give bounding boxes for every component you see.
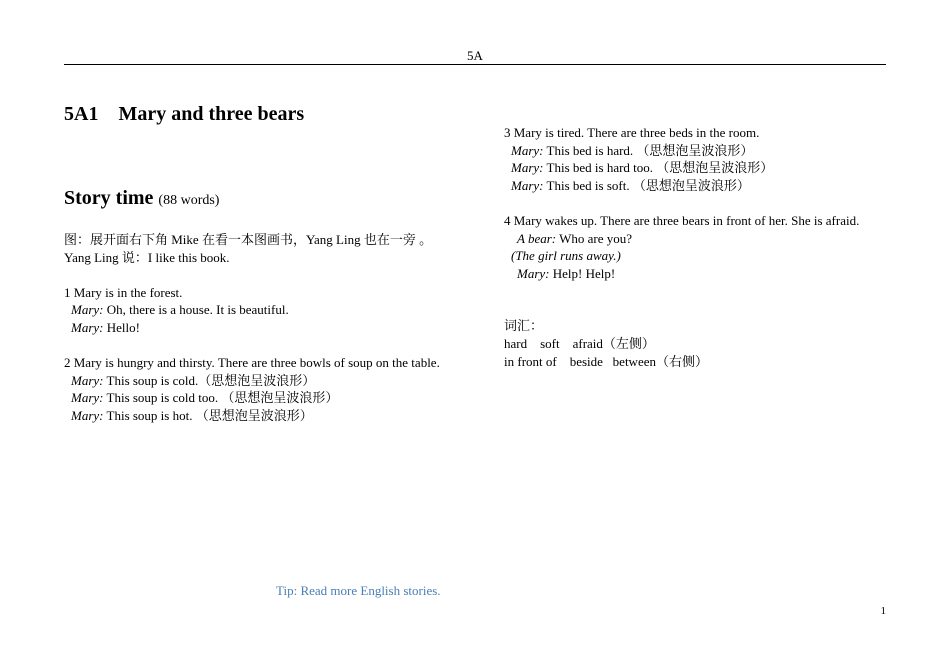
dialogue-line bbox=[64, 407, 446, 425]
speaker: Mary: bbox=[71, 372, 104, 388]
scene-3 bbox=[504, 124, 886, 194]
speaker: Mary: bbox=[71, 390, 104, 406]
dialogue-line bbox=[504, 159, 886, 177]
intro-line: 图：展开面右下角 Mike 在看一本图画书，Yang Ling 也在一旁 。 bbox=[64, 232, 433, 247]
dialogue-text: This soup is cold too. （思想泡呈波浪形） bbox=[103, 390, 339, 406]
dialogue-line bbox=[64, 372, 446, 390]
page-number: 1 bbox=[880, 605, 886, 617]
dialogue-line bbox=[504, 265, 886, 283]
dialogue-line bbox=[504, 142, 886, 160]
dialogue-text: Hello! bbox=[103, 319, 140, 335]
scene-narration: 1 Mary is in the forest. bbox=[64, 284, 183, 300]
page-header: 5A bbox=[64, 47, 886, 65]
dialogue-line bbox=[64, 319, 446, 337]
dialogue-text: This bed is hard too. （思想泡呈波浪形） bbox=[543, 160, 774, 176]
scene-2 bbox=[64, 354, 446, 424]
scene-narration: 3 Mary is tired. There are three beds in the room. bbox=[504, 125, 760, 140]
tip-text: Tip: Read more English stories. bbox=[276, 583, 441, 598]
speaker: A bear: bbox=[517, 230, 557, 246]
dialogue-text: Who are you? bbox=[556, 230, 633, 246]
vocabulary bbox=[504, 317, 886, 370]
speaker: Mary: bbox=[511, 142, 544, 158]
dialogue-line bbox=[64, 389, 446, 407]
scene-narration: 2 Mary is hungry and thirsty. There are three bowls of soup on the table. bbox=[64, 355, 440, 371]
dialogue-text: This soup is hot. （思想泡呈波浪形） bbox=[103, 407, 313, 423]
lesson-name: Mary and three bears bbox=[118, 103, 305, 125]
dialogue-text: Help! Help! bbox=[549, 265, 616, 281]
dialogue-text: Oh, there is a house. It is beautiful. bbox=[103, 302, 289, 318]
section-heading: Story time bbox=[64, 187, 154, 209]
section-title bbox=[64, 184, 446, 215]
lesson-code: 5A1 bbox=[64, 103, 99, 125]
speaker: Mary: bbox=[71, 407, 104, 423]
scene-1 bbox=[64, 284, 446, 337]
vocab-line: in front of beside between（右侧） bbox=[504, 353, 708, 369]
stage-direction: (The girl runs away.) bbox=[511, 248, 621, 264]
dialogue-text: This soup is cold.（思想泡呈波浪形） bbox=[103, 372, 316, 388]
right-column bbox=[504, 124, 886, 388]
speaker: Mary: bbox=[71, 302, 104, 318]
scene-4 bbox=[504, 212, 886, 282]
word-count: (88 words) bbox=[158, 193, 220, 208]
dialogue-text: This bed is soft. （思想泡呈波浪形） bbox=[543, 177, 750, 193]
speaker: Mary: bbox=[71, 319, 104, 335]
dialogue-line bbox=[504, 177, 886, 195]
intro-paragraph bbox=[64, 231, 446, 266]
speaker: Mary: bbox=[517, 265, 550, 281]
vocab-line: hard soft afraid（左侧） bbox=[504, 335, 655, 351]
dialogue-line bbox=[504, 230, 886, 248]
dialogue-line bbox=[64, 301, 446, 319]
dialogue-text: This bed is hard. （思想泡呈波浪形） bbox=[543, 142, 754, 158]
left-column bbox=[64, 100, 446, 442]
speaker: Mary: bbox=[511, 177, 544, 193]
lesson-title bbox=[64, 100, 446, 128]
vocab-label: 词汇： bbox=[504, 318, 544, 334]
scene-narration: 4 Mary wakes up. There are three bears in front of her. She is afraid. bbox=[504, 212, 860, 228]
speaker: Mary: bbox=[511, 160, 544, 176]
intro-line: Yang Ling 说：I like this book. bbox=[64, 249, 230, 265]
